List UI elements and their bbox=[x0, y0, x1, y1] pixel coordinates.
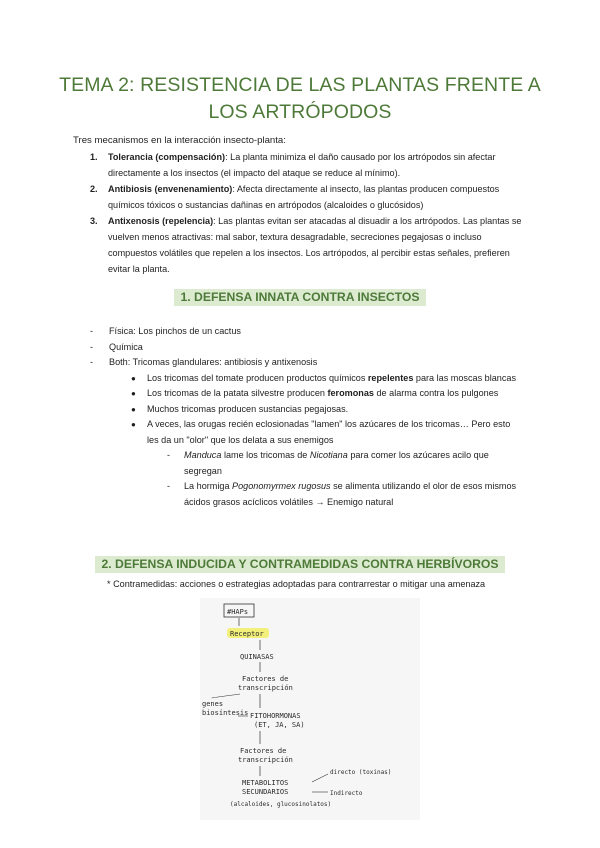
herbs-label: #HAPs bbox=[227, 608, 249, 616]
list-item: - Manduca lame los tricomas de Nicotiana para comer los azúcares acilo que segregan bbox=[167, 450, 489, 476]
genes-label: genes bbox=[202, 700, 224, 708]
countermeasures-note: * Contramedidas: acciones o estrategias adoptadas para contrarrestar o mitigar una amenaza bbox=[107, 579, 486, 589]
item-text: Física: Los pinchos de un cactus bbox=[109, 326, 241, 336]
metabolitos-label: METABOLITOS bbox=[242, 779, 289, 787]
innate-defense-list bbox=[90, 324, 520, 510]
enemies-list bbox=[147, 448, 520, 510]
item-text: Química bbox=[109, 341, 143, 352]
list-item: ● A veces, las orugas recién eclosionadas "lamen" los azúcares de los tricomas… Pero esto les da un "olor" que los delata a sus enemigos - Manduca lame los tricomas de Nicotiana para comer los azúcares acilo que segregan - La hormiga Pogonomyrmex rugosus se alimenta utilizando el olor de esos mismos ácidos grasos acíclicos volátiles → Enemigo natural bbox=[109, 417, 520, 510]
factores-1-label: Factores de bbox=[242, 675, 289, 683]
list-item: ● Muchos tricomas producen sustancias pegajosas. bbox=[131, 403, 349, 414]
item-number: 3. bbox=[90, 216, 98, 226]
trichome-list bbox=[109, 371, 520, 511]
mechanisms-list bbox=[90, 149, 530, 277]
directo-label: directo (toxinas) bbox=[330, 769, 392, 776]
factores-2-label-2: transcripción bbox=[238, 756, 293, 764]
indirecto-label: Indirecto bbox=[330, 790, 363, 797]
term: Tolerancia (compensación) bbox=[108, 152, 226, 162]
page-title bbox=[40, 72, 560, 126]
definition: : Afecta directamente al insecto, las plantas producen compuestos químicos tóxicos o sustancias dañinas en artrópodos (alcaloides o glucósidos) bbox=[108, 184, 500, 210]
section-2-heading bbox=[0, 557, 600, 571]
item-number: 1. bbox=[90, 152, 98, 162]
genes-label-2: biosíntesis bbox=[202, 709, 249, 717]
item-number: 2. bbox=[90, 184, 98, 194]
term: Antibiosis (envenenamiento) bbox=[108, 184, 233, 194]
list-item: - Química bbox=[90, 341, 143, 352]
diagram-svg bbox=[200, 598, 420, 820]
list-item: - Both: Tricomas glandulares: antibiosis y antixenosis ● Los tricomas del tomate producen productos químicos repelentes para las moscas blancas ● Los tricomas de la patata silvestre producen feromonas de alarma contra los pulgones ● Muchos tricomas producen sustancias pegajosas. ● A veces, las orugas recién eclosionadas "lamen" los azúcares de los tricomas… Pero esto les da un "olor" que los delata a sus enemigos - Manduca lame los tricomas de Nicotiana para comer los azúcares acilo que segregan - La hormiga Pogonomyrmex rugosus se alimenta utilizando el olor de esos mismos ácidos grasos acíclicos volátiles → Enemigo natural bbox=[90, 355, 520, 510]
metabolitos-label-2: SECUNDARIOS bbox=[242, 788, 289, 796]
quinasas-label: QUINASAS bbox=[240, 653, 274, 661]
definition: : La planta minimiza el daño causado por los artrópodos sin afectar directamente a los insectos (el impacto del ataque se reduce al mínimo). bbox=[108, 152, 496, 178]
fitohormonas-label: FITOHORMONAS bbox=[250, 712, 301, 720]
section-1-heading bbox=[0, 290, 600, 304]
receptor-label: Receptor bbox=[230, 630, 264, 638]
title-line-1: TEMA 2: RESISTENCIA DE LAS PLANTAS FRENTE A bbox=[59, 74, 541, 96]
list-item: ● Los tricomas del tomate producen productos químicos repelentes para las moscas blancas bbox=[131, 372, 516, 383]
list-item bbox=[90, 181, 530, 213]
list-item bbox=[90, 213, 530, 277]
list-item: - La hormiga Pogonomyrmex rugosus se alimenta utilizando el olor de esos mismos ácidos grasos acíclicos volátiles → Enemigo natural bbox=[167, 481, 517, 507]
list-item bbox=[90, 149, 530, 181]
factores-2-label: Factores de bbox=[240, 747, 287, 755]
section-2-heading-text: 2. DEFENSA INDUCIDA Y CONTRAMEDIDAS CONTRA HERBÍVOROS bbox=[95, 556, 504, 573]
title-line-2: LOS ARTRÓPODOS bbox=[208, 101, 392, 123]
factores-1-label-2: transcripción bbox=[238, 684, 293, 692]
list-item: ● Los tricomas de la patata silvestre producen feromonas de alarma contra los pulgones bbox=[131, 388, 499, 398]
intro-text: Tres mecanismos en la interacción insecto-planta: bbox=[73, 135, 286, 146]
term: Antixenosis (repelencia) bbox=[108, 216, 214, 226]
definition: : Las plantas evitan ser atacadas al disuadir a los artrópodos. Las plantas se vuelven menos atractivas: mal sabor, textura desagradable, secreciones pegajosas o incluso compuestos volátiles que repelen a los insectos. Los artrópodos, al percibir estas señales, prefieren evitar la planta. bbox=[108, 216, 522, 274]
list-item: - Física: Los pinchos de un cactus bbox=[90, 326, 241, 336]
item-text: Both: Tricomas glandulares: antibiosis y antixenosis bbox=[109, 357, 318, 367]
arrow bbox=[212, 694, 240, 698]
arrow bbox=[312, 774, 328, 782]
metabolitos-sub: (alcaloides, glucosinolatos) bbox=[230, 801, 332, 808]
section-1-heading-text: 1. DEFENSA INNATA CONTRA INSECTOS bbox=[174, 289, 425, 306]
signaling-diagram bbox=[200, 598, 420, 820]
fitohormonas-sub: (ET, JA, SA) bbox=[254, 721, 305, 729]
